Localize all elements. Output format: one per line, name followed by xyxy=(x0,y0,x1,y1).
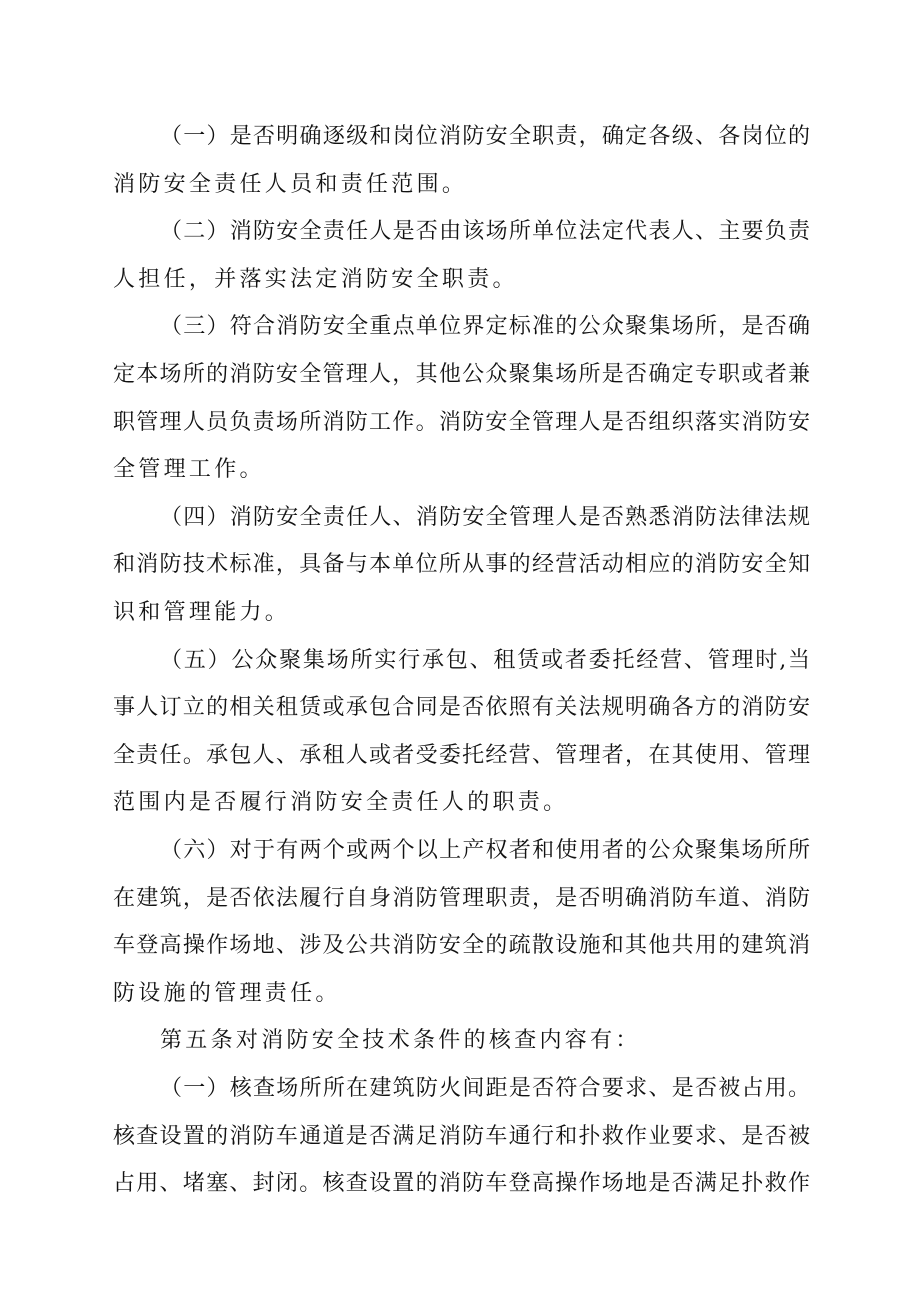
paragraph-line xyxy=(0,741,920,771)
line-text: （一）核查场所所在建筑防火间距是否符合要求、是否被占用。 xyxy=(160,1076,812,1101)
paragraph-first-line xyxy=(0,1074,920,1104)
paragraph-line xyxy=(0,788,920,818)
line-text: 人担任，并落实法定消防安全职责。 xyxy=(113,266,518,292)
line-text: （五）公众聚集场所实行承包、租赁或者委托经营、管理时,当 xyxy=(160,647,812,673)
paragraph-line xyxy=(0,884,920,914)
paragraph-line xyxy=(0,598,920,628)
line-text: 第五条对消防安全技术条件的核查内容有： xyxy=(160,1028,641,1054)
paragraph-line xyxy=(0,170,920,200)
paragraph-line xyxy=(0,1122,920,1152)
paragraph-first-line xyxy=(0,312,920,342)
line-text: 核查设置的消防车通道是否满足消防车通行和扑救作业要求、是否被 xyxy=(113,1123,812,1149)
line-text: 事人订立的相关租赁或承包合同是否依照有关法规明确各方的消防安 xyxy=(113,695,812,721)
line-text: 在建筑，是否依法履行自身消防管理职责，是否明确消防车道、消防 xyxy=(113,885,812,911)
paragraph-first-line xyxy=(0,503,920,533)
paragraph-first-line xyxy=(0,646,920,676)
paragraph-first-line xyxy=(0,1026,920,1056)
paragraph-line xyxy=(0,550,920,580)
paragraph-first-line xyxy=(0,217,920,247)
line-text: （一）是否明确逐级和岗位消防安全职责，确定各级、各岗位的 xyxy=(160,124,812,149)
line-text: 全责任。承包人、承租人或者受委托经营、管理者，在其使用、管理 xyxy=(113,742,812,768)
line-text: 范围内是否履行消防安全责任人的职责。 xyxy=(113,790,569,816)
paragraph-line xyxy=(0,408,920,438)
line-text: 消防安全责任人员和责任范围。 xyxy=(113,171,468,197)
line-text: 全管理工作。 xyxy=(113,457,265,483)
line-text: 职管理人员负责场所消防工作。消防安全管理人是否组织落实消防安 xyxy=(113,409,812,435)
paragraph-line xyxy=(0,931,920,961)
paragraph-line xyxy=(0,455,920,485)
line-text: （二）消防安全责任人是否由该场所单位法定代表人、主要负责 xyxy=(160,219,812,245)
line-text: 定本场所的消防安全管理人，其他公众聚集场所是否确定专职或者兼 xyxy=(113,362,812,387)
line-text: （三）符合消防安全重点单位界定标准的公众聚集场所，是否确 xyxy=(160,314,812,340)
paragraph-line xyxy=(0,693,920,723)
line-text: 识和管理能力。 xyxy=(113,600,291,625)
line-text: 车登高操作场地、涉及公共消防安全的疏散设施和其他共用的建筑消 xyxy=(113,933,812,959)
line-text: 和消防技术标准，具备与本单位所从事的经营活动相应的消防安全知 xyxy=(113,552,812,578)
paragraph-line xyxy=(0,1169,920,1199)
paragraph-line xyxy=(0,979,920,1009)
line-text: （四）消防安全责任人、消防安全管理人是否熟悉消防法律法规 xyxy=(160,504,812,530)
line-text: 防设施的管理责任。 xyxy=(113,980,341,1006)
paragraph-line xyxy=(0,360,920,390)
line-text: （六）对于有两个或两个以上产权者和使用者的公众聚集场所所 xyxy=(160,838,812,863)
paragraph-line xyxy=(0,265,920,295)
paragraph-first-line xyxy=(0,122,920,152)
line-text: 占用、堵塞、封闭。核查设置的消防车登高操作场地是否满足扑救作 xyxy=(113,1171,812,1197)
paragraph-first-line xyxy=(0,836,920,866)
